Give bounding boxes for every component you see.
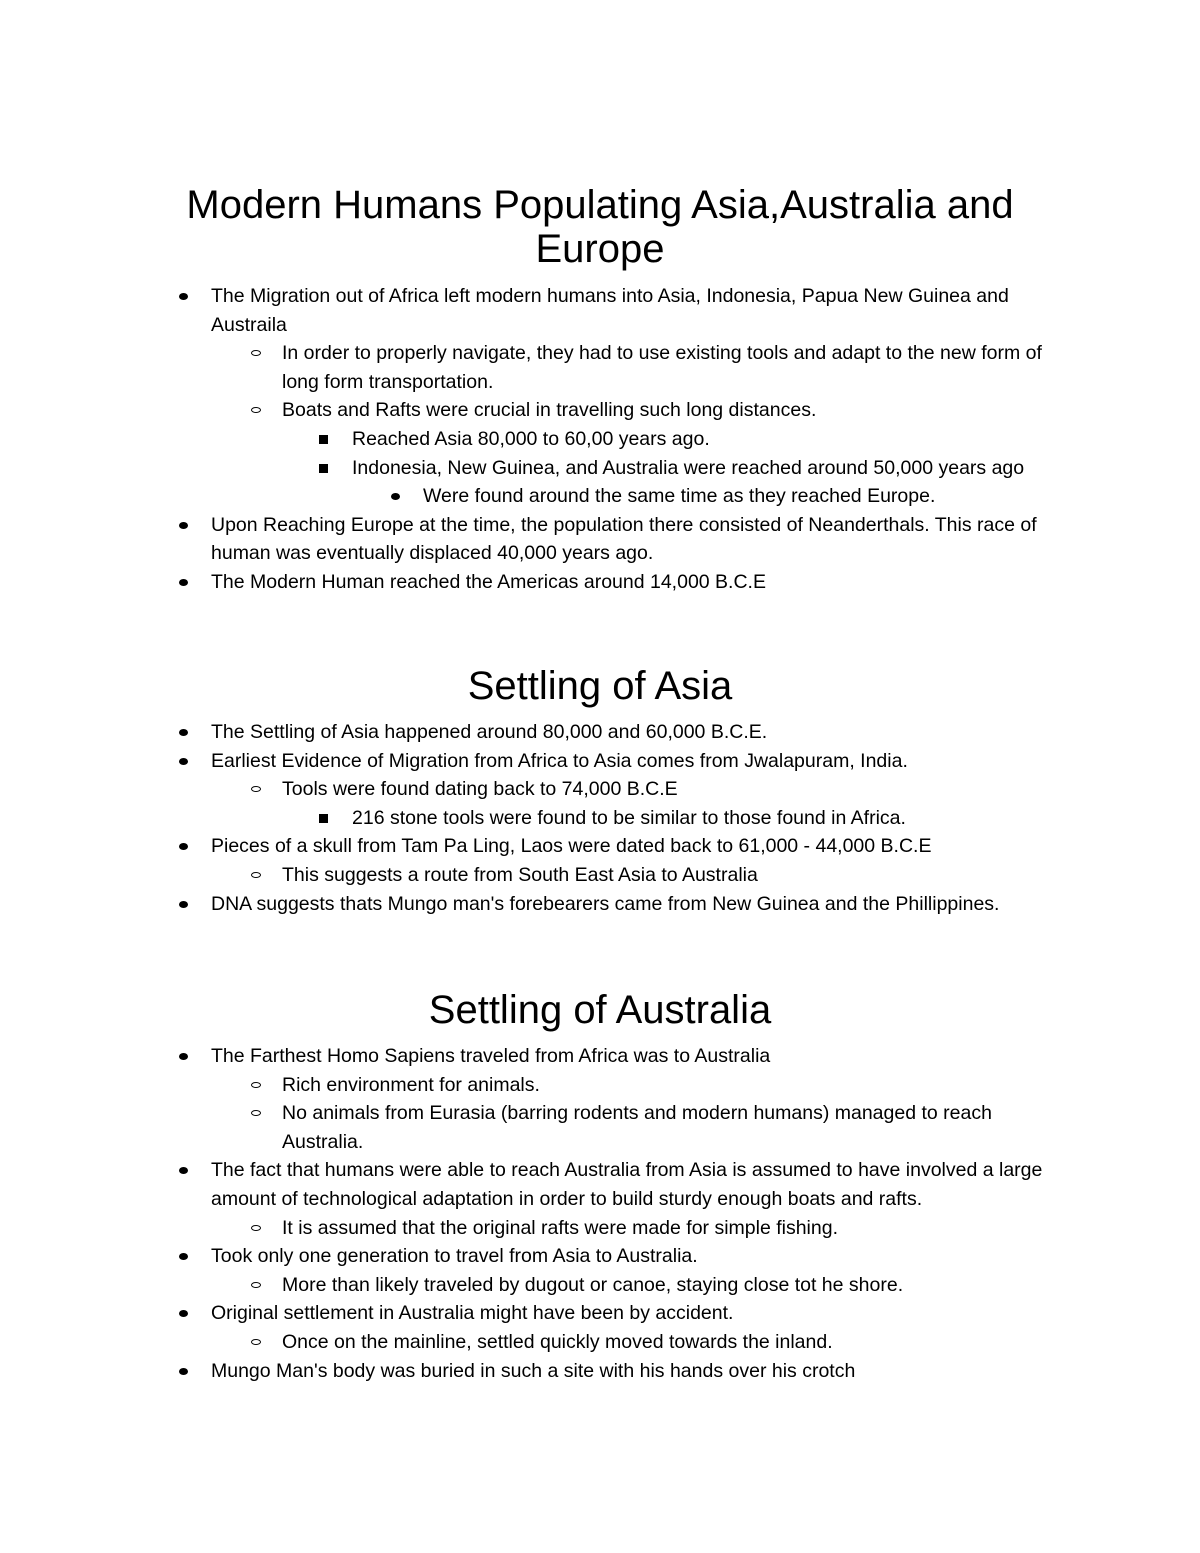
bullet-dot-icon	[179, 901, 188, 908]
bullet-circle-icon	[251, 1110, 261, 1116]
bullet-dot-icon	[179, 729, 188, 736]
list-item: Were found around the same time as they reached Europe.	[423, 482, 1073, 511]
bullet-list	[0, 718, 1200, 918]
bullet-circle-icon	[251, 786, 261, 792]
bullet-circle-icon	[251, 350, 261, 356]
list-item: No animals from Eurasia (barring rodents and modern humans) managed to reach Australia.	[282, 1099, 1072, 1156]
list-item: The Farthest Homo Sapiens traveled from Africa was to Australia	[211, 1042, 1071, 1071]
list-item: In order to properly navigate, they had to use existing tools and adapt to the new form of long form transportation.	[282, 339, 1072, 396]
list-item: The fact that humans were able to reach Australia from Asia is assumed to have involved a large amount of technological adaptation in order to build sturdy enough boats and rafts.	[211, 1156, 1071, 1213]
list-item: Took only one generation to travel from Asia to Australia.	[211, 1242, 1071, 1271]
bullet-dot-icon	[179, 1167, 188, 1174]
bullet-dot-icon	[179, 1310, 188, 1317]
bullet-dot-icon	[179, 1368, 188, 1375]
list-item: Tools were found dating back to 74,000 B.C.E	[282, 775, 1072, 804]
bullet-square-icon	[319, 814, 328, 823]
list-item: Pieces of a skull from Tam Pa Ling, Laos were dated back to 61,000 - 44,000 B.C.E	[211, 832, 1071, 861]
bullet-dot-icon	[179, 522, 188, 529]
list-item: Boats and Rafts were crucial in travelling such long distances.	[282, 396, 1072, 425]
list-item: More than likely traveled by dugout or canoe, staying close tot he shore.	[282, 1271, 1072, 1300]
list-item: Upon Reaching Europe at the time, the population there consisted of Neanderthals. This race of human was eventually displaced 40,000 years ago.	[211, 511, 1071, 568]
bullet-dot-icon	[179, 293, 188, 300]
bullet-dot-icon	[179, 843, 188, 850]
bullet-circle-icon	[251, 1082, 261, 1088]
list-item: The Settling of Asia happened around 80,000 and 60,000 B.C.E.	[211, 718, 1071, 747]
bullet-circle-icon	[251, 872, 261, 878]
section-title: Modern Humans Populating Asia,Australia and Europe	[186, 183, 1014, 271]
section-title: Settling of Australia	[428, 988, 772, 1032]
list-item: Earliest Evidence of Migration from Africa to Asia comes from Jwalapuram, India.	[211, 747, 1071, 776]
bullet-circle-icon	[251, 407, 261, 413]
section-settling-australia	[0, 988, 1200, 1385]
bullet-dot-icon	[179, 758, 188, 765]
list-item: It is assumed that the original rafts were made for simple fishing.	[282, 1214, 1072, 1243]
bullet-dot-icon	[391, 493, 400, 500]
list-item: This suggests a route from South East Asia to Australia	[282, 861, 1072, 890]
list-item: The Modern Human reached the Americas around 14,000 B.C.E	[211, 568, 1071, 597]
bullet-dot-icon	[179, 1253, 188, 1260]
bullet-circle-icon	[251, 1282, 261, 1288]
bullet-square-icon	[319, 464, 328, 473]
bullet-list	[0, 282, 1200, 597]
list-item: Mungo Man's body was buried in such a site with his hands over his crotch	[211, 1357, 1071, 1386]
bullet-circle-icon	[251, 1339, 261, 1345]
list-item: The Migration out of Africa left modern humans into Asia, Indonesia, Papua New Guinea and Austraila	[211, 282, 1071, 339]
bullet-circle-icon	[251, 1225, 261, 1231]
list-item: Indonesia, New Guinea, and Australia were reached around 50,000 years ago	[352, 454, 1072, 483]
list-item: 216 stone tools were found to be similar to those found in Africa.	[352, 804, 1072, 833]
list-item: Original settlement in Australia might have been by accident.	[211, 1299, 1071, 1328]
list-item: Reached Asia 80,000 to 60,00 years ago.	[352, 425, 1072, 454]
section-modern-humans	[0, 183, 1200, 597]
section-settling-asia	[0, 664, 1200, 918]
list-item: Once on the mainline, settled quickly moved towards the inland.	[282, 1328, 1072, 1357]
bullet-list	[0, 1042, 1200, 1385]
bullet-square-icon	[319, 435, 328, 444]
list-item: DNA suggests thats Mungo man's forebearers came from New Guinea and the Phillippines.	[211, 890, 1071, 919]
bullet-dot-icon	[179, 1053, 188, 1060]
list-item: Rich environment for animals.	[282, 1071, 1072, 1100]
section-title: Settling of Asia	[467, 664, 733, 708]
bullet-dot-icon	[179, 579, 188, 586]
